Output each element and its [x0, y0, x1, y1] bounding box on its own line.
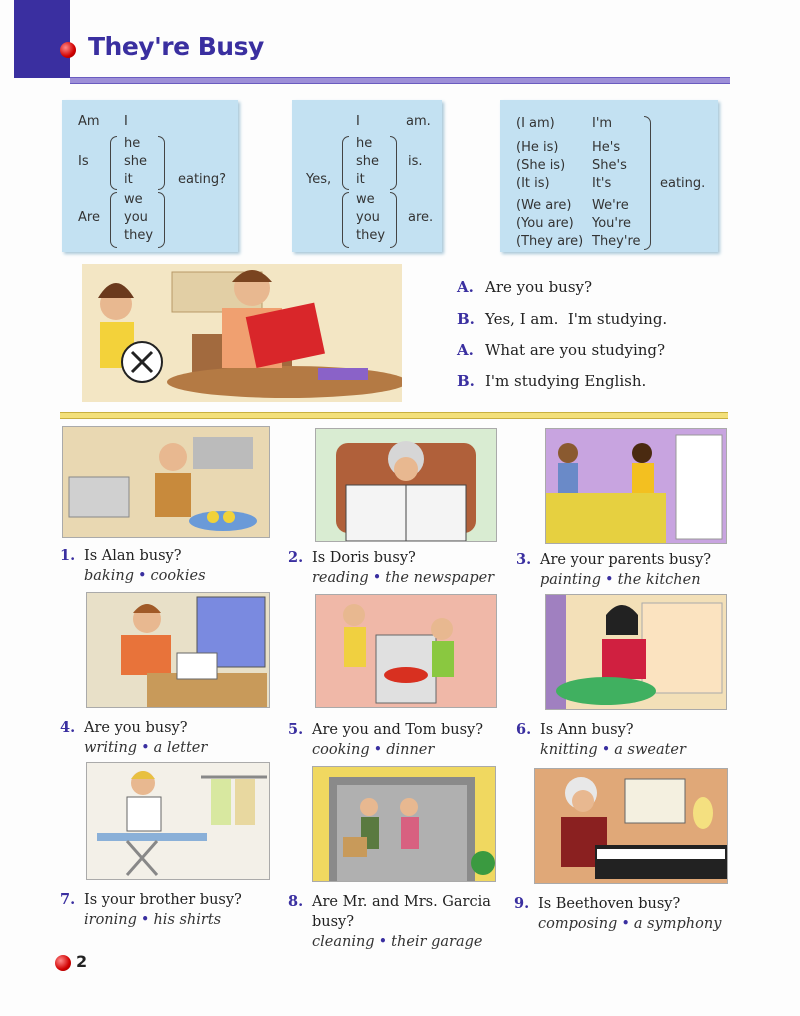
bullet-icon: •	[141, 740, 150, 756]
contraction-full: (It is)	[516, 176, 550, 191]
cue-verb: writing	[84, 740, 138, 756]
contraction-short: We're	[592, 198, 629, 213]
exercise-item	[60, 890, 290, 930]
exercise-cue	[516, 740, 746, 760]
grammar-box-contractions	[500, 100, 718, 252]
exercise-3-illustration	[545, 428, 727, 544]
dialogue-text: What are you studying?	[485, 341, 666, 359]
dialogue-line	[457, 310, 667, 328]
left-brace-icon	[110, 136, 117, 190]
exercise-cue	[516, 570, 746, 590]
exercise-number: 5.	[288, 721, 304, 738]
right-brace-icon	[158, 192, 165, 248]
exercise-6-illustration	[545, 594, 727, 710]
header-color-block	[14, 0, 70, 78]
exercise-question: Are Mr. and Mrs. Garcia busy?	[312, 894, 491, 930]
grammar-word: they	[124, 228, 154, 243]
left-brace-icon	[342, 136, 349, 190]
cue-object: a symphony	[633, 916, 722, 932]
exercise-question: Are you busy?	[84, 720, 188, 736]
contraction-short: He's	[592, 140, 621, 155]
dialogue-line	[457, 278, 592, 296]
exercise-item	[60, 718, 290, 758]
grammar-word: I	[124, 114, 128, 129]
exercise-1-illustration	[62, 426, 270, 538]
speaker-label: A.	[457, 278, 474, 296]
cue-object: the newspaper	[385, 570, 495, 586]
right-brace-icon	[390, 136, 397, 190]
grammar-word: Is	[78, 154, 89, 169]
red-bullet-icon	[55, 955, 71, 971]
exercise-number: 6.	[516, 721, 532, 738]
exercise-cue	[60, 910, 290, 930]
grammar-word: they	[356, 228, 386, 243]
exercise-2-illustration	[315, 428, 497, 542]
exercise-question: Is Doris busy?	[312, 550, 416, 566]
exercise-item	[516, 550, 746, 590]
exercise-cue	[288, 740, 518, 760]
exercise-cue	[288, 932, 498, 952]
exercise-number: 7.	[60, 891, 76, 908]
cue-verb: painting	[540, 572, 601, 588]
exercise-item	[288, 720, 518, 760]
cue-object: their garage	[391, 934, 483, 950]
right-brace-icon	[158, 136, 165, 190]
cue-object: his shirts	[153, 912, 222, 928]
grammar-box-answers	[292, 100, 442, 252]
exercise-item	[514, 894, 754, 934]
cue-verb: ironing	[84, 912, 137, 928]
speaker-label: B.	[457, 310, 475, 328]
page-title: They're Busy	[88, 32, 264, 61]
bullet-icon: •	[373, 742, 383, 758]
page-number: 2	[76, 952, 88, 971]
grammar-word: am.	[406, 114, 431, 129]
header-rule	[70, 77, 730, 84]
exercise-question: Is Beethoven busy?	[538, 896, 681, 912]
contraction-full: (He is)	[516, 140, 559, 155]
grammar-word: you	[124, 210, 148, 225]
exercise-number: 3.	[516, 551, 532, 568]
grammar-verb: eating.	[660, 176, 706, 191]
cue-verb: baking	[84, 568, 134, 584]
cue-verb: knitting	[540, 742, 598, 758]
exercise-cue	[288, 568, 518, 588]
contraction-full: (You are)	[516, 216, 574, 231]
bullet-icon: •	[605, 572, 614, 588]
dialogue-text: Yes, I am. I'm studying.	[485, 310, 668, 328]
contraction-short: She's	[592, 158, 627, 173]
cue-verb: composing	[538, 916, 618, 932]
section-divider	[60, 412, 728, 419]
cue-object: a sweater	[614, 742, 686, 758]
grammar-word: she	[356, 154, 380, 169]
cue-verb: reading	[312, 570, 369, 586]
grammar-box-questions	[62, 100, 238, 252]
speaker-label: A.	[457, 341, 474, 359]
exercise-question: Are your parents busy?	[540, 552, 712, 568]
exercise-question: Are you and Tom busy?	[312, 722, 483, 738]
exercise-item	[288, 548, 518, 588]
exercise-number: 8.	[288, 893, 304, 910]
grammar-word: she	[124, 154, 148, 169]
bullet-icon: •	[378, 934, 388, 950]
exercise-question: Is Ann busy?	[540, 722, 634, 738]
bullet-icon: •	[372, 570, 382, 586]
exercise-cue	[60, 566, 290, 586]
exercise-cue	[60, 738, 290, 758]
main-scene-illustration	[82, 264, 402, 402]
contraction-short: You're	[592, 216, 632, 231]
grammar-word: Are	[78, 210, 100, 225]
exercise-9-illustration	[534, 768, 728, 884]
grammar-word: it	[356, 172, 365, 187]
grammar-word: is.	[408, 154, 423, 169]
exercise-8-illustration	[312, 766, 496, 882]
grammar-word: we	[356, 192, 375, 207]
exercise-item	[288, 892, 498, 952]
grammar-word: he	[356, 136, 373, 151]
grammar-word: you	[356, 210, 380, 225]
speaker-label: B.	[457, 372, 475, 390]
exercise-7-illustration	[86, 762, 270, 880]
grammar-word: I	[356, 114, 360, 129]
grammar-word: Am	[78, 114, 100, 129]
right-brace-icon	[390, 192, 397, 248]
contraction-full: (I am)	[516, 116, 555, 131]
exercise-number: 2.	[288, 549, 304, 566]
contraction-short: It's	[592, 176, 612, 191]
left-brace-icon	[342, 192, 349, 248]
cue-object: a letter	[153, 740, 208, 756]
grammar-word: he	[124, 136, 141, 151]
exercise-question: Is your brother busy?	[84, 892, 242, 908]
dialogue-line	[457, 372, 646, 390]
bullet-icon: •	[140, 912, 150, 928]
exercise-4-illustration	[86, 592, 270, 708]
dialogue-line	[457, 341, 665, 359]
exercise-number: 9.	[514, 895, 530, 912]
cue-object: cookies	[150, 568, 206, 584]
contraction-short: I'm	[592, 116, 613, 131]
contraction-short: They're	[592, 234, 641, 249]
exercise-number: 1.	[60, 547, 76, 564]
cue-object: the kitchen	[617, 572, 701, 588]
contraction-full: (They are)	[516, 234, 584, 249]
cue-verb: cooking	[312, 742, 370, 758]
grammar-word: are.	[408, 210, 434, 225]
exercise-item	[516, 720, 746, 760]
exercise-question: Is Alan busy?	[84, 548, 182, 564]
cue-object: dinner	[386, 742, 435, 758]
cue-verb: cleaning	[312, 934, 375, 950]
dialogue-text: Are you busy?	[485, 278, 593, 296]
left-brace-icon	[110, 192, 117, 248]
exercise-cue	[514, 914, 754, 934]
bullet-icon: •	[601, 742, 611, 758]
grammar-word: it	[124, 172, 133, 187]
contraction-full: (She is)	[516, 158, 566, 173]
grammar-word: Yes,	[306, 172, 332, 187]
exercise-number: 4.	[60, 719, 76, 736]
bullet-icon: •	[137, 568, 147, 584]
contraction-full: (We are)	[516, 198, 572, 213]
exercise-item	[60, 546, 290, 586]
red-bullet-icon	[60, 42, 76, 58]
dialogue-text: I'm studying English.	[485, 372, 647, 390]
bullet-icon: •	[621, 916, 630, 932]
right-brace-icon	[644, 116, 651, 250]
grammar-word: we	[124, 192, 143, 207]
grammar-verb: eating?	[178, 172, 227, 187]
exercise-5-illustration	[315, 594, 497, 708]
